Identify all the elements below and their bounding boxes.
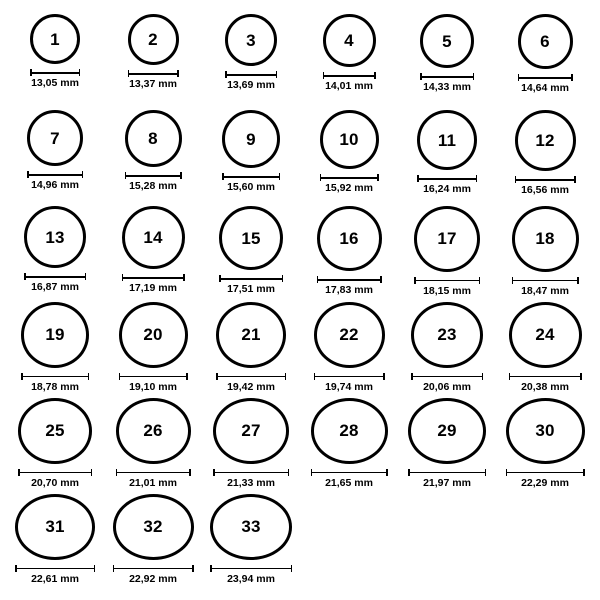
ring-diameter-label: 13,05 mm [31,77,79,89]
ring-diameter-label: 19,42 mm [227,380,275,393]
ring-diameter-label: 14,64 mm [521,82,569,94]
ring-size-cell[interactable] [300,296,398,392]
ring-size-cell[interactable] [202,104,300,200]
caliper-icon [18,469,92,476]
ring-size-label: 7 [50,128,60,148]
ring-circle [408,398,486,464]
ring-size-cell[interactable] [104,8,202,104]
ring-size-label: 4 [344,31,354,50]
caliper-icon [414,277,480,284]
ring-diameter-label: 22,92 mm [129,572,177,585]
ring-circle [210,494,292,560]
ring-circle [15,494,95,560]
ring-size-label: 26 [143,421,163,441]
caliper-icon [515,176,576,183]
ring-size-cell[interactable] [300,200,398,296]
caliper-icon [210,565,292,572]
ring-size-cell[interactable] [496,392,594,488]
ring-circle [122,206,185,269]
ring-size-cell[interactable] [202,392,300,488]
ring-size-cell[interactable] [104,296,202,392]
ring-size-cell[interactable] [104,392,202,488]
ring-circle [119,302,188,368]
ring-circle [317,206,382,271]
ring-circle [125,110,182,167]
ring-measure [515,176,576,196]
caliper-icon [408,469,486,476]
ring-circle [515,110,576,171]
ring-diameter-label: 21,01 mm [129,476,177,489]
ring-size-label: 29 [437,421,457,441]
ring-measure [116,469,191,489]
ring-measure [128,70,179,90]
ring-circle [116,398,191,464]
ring-diameter-label: 16,87 mm [31,281,79,293]
ring-size-label: 32 [143,517,163,537]
ring-diameter-label: 19,10 mm [129,380,177,393]
ring-circle [314,302,385,368]
ring-measure [219,275,283,295]
ring-diameter-label: 20,06 mm [423,380,471,393]
ring-measure [18,469,92,489]
caliper-icon [122,274,185,281]
ring-size-cell[interactable] [398,392,496,488]
ring-size-label: 3 [246,30,256,50]
ring-circle [518,14,573,69]
ring-diameter-label: 17,83 mm [325,284,373,296]
ring-diameter-label: 18,78 mm [31,380,79,393]
ring-diameter-label: 14,01 mm [325,80,373,92]
ring-size-label: 11 [437,130,457,150]
ring-measure [411,373,483,393]
ring-circle [222,110,280,168]
ring-diameter-label: 18,15 mm [423,284,471,297]
ring-measure [216,373,286,393]
caliper-icon [222,173,280,180]
ring-size-label: 18 [535,229,555,249]
ring-size-label: 24 [535,325,555,345]
caliper-icon [512,277,579,284]
ring-size-label: 12 [535,131,555,150]
ring-size-label: 10 [339,130,359,149]
ring-circle [225,14,277,66]
ring-circle [506,398,585,464]
ring-diameter-label: 17,51 mm [227,283,275,295]
ring-size-label: 6 [540,32,550,51]
caliper-icon [311,469,388,476]
ring-circle [18,398,92,464]
ring-size-cell[interactable] [6,488,104,584]
ring-size-label: 2 [148,30,158,49]
ring-diameter-label: 20,70 mm [31,476,79,489]
ring-diameter-label: 21,97 mm [423,476,471,489]
ring-size-label: 19 [45,325,65,345]
caliper-icon [116,469,191,476]
ring-measure [414,277,480,297]
ring-circle [323,14,376,67]
caliper-icon [125,172,182,179]
caliper-icon [15,565,95,572]
ring-size-label: 16 [339,229,359,248]
ring-size-cell[interactable] [6,200,104,296]
ring-measure [15,565,95,585]
ring-size-label: 1 [50,29,60,49]
ring-size-cell[interactable] [202,296,300,392]
caliper-icon [323,72,376,79]
ring-measure [225,71,277,91]
caliper-icon [225,71,277,78]
ring-size-label: 5 [442,31,452,51]
ring-size-label: 14 [143,228,163,247]
ring-measure [119,373,188,393]
caliper-icon [420,73,474,80]
ring-measure [222,173,280,193]
ring-measure [311,469,388,489]
caliper-icon [119,373,188,380]
caliper-icon [314,373,385,380]
ring-diameter-label: 17,19 mm [129,282,177,294]
ring-size-label: 13 [45,227,65,247]
ring-diameter-label: 14,96 mm [31,179,79,191]
ring-measure [27,171,83,191]
ring-measure [24,273,86,293]
ring-circle [512,206,579,272]
ring-size-cell[interactable] [6,8,104,104]
ring-circle [420,14,474,68]
ring-diameter-label: 15,92 mm [325,182,373,194]
ring-size-label: 25 [45,421,65,441]
ring-measure [213,469,289,489]
ring-diameter-label: 16,24 mm [423,183,471,195]
ring-size-cell[interactable] [398,8,496,104]
ring-measure [210,565,292,585]
ring-size-label: 9 [246,129,256,149]
ring-size-label: 21 [241,325,261,345]
caliper-icon [24,273,86,280]
ring-diameter-label: 14,33 mm [423,81,471,93]
ring-size-cell[interactable] [300,392,398,488]
caliper-icon [213,469,289,476]
ring-size-cell[interactable] [202,8,300,104]
ring-size-label: 23 [437,325,457,345]
ring-size-cell[interactable] [6,392,104,488]
ring-size-cell[interactable] [202,200,300,296]
ring-diameter-label: 13,37 mm [129,78,177,90]
ring-measure [518,74,573,94]
ring-size-label: 28 [339,421,359,441]
ring-circle [113,494,194,560]
ring-diameter-label: 22,29 mm [521,476,569,489]
ring-size-cell[interactable] [398,296,496,392]
ring-diameter-label: 21,65 mm [325,476,373,489]
ring-size-cell[interactable] [496,8,594,104]
ring-measure [408,469,486,489]
ring-circle [219,206,283,270]
ring-circle [509,302,582,368]
ring-measure [420,73,474,93]
caliper-icon [509,373,582,380]
ring-measure [125,172,182,192]
ring-size-cell[interactable] [496,296,594,392]
ring-diameter-label: 16,56 mm [521,184,569,196]
ring-circle [417,110,477,170]
ring-diameter-label: 15,28 mm [129,180,177,192]
ring-circle [311,398,388,464]
caliper-icon [417,175,477,182]
ring-measure [113,565,194,585]
ring-measure [314,373,385,393]
ring-size-cell[interactable] [300,8,398,104]
ring-size-label: 30 [535,421,555,441]
ring-size-cell[interactable] [104,104,202,200]
ring-diameter-label: 23,94 mm [227,572,275,585]
ring-size-label: 33 [241,517,261,537]
ring-circle [320,110,379,169]
ring-diameter-label: 13,69 mm [227,79,275,91]
caliper-icon [506,469,585,476]
ring-size-cell[interactable] [398,104,496,200]
ring-size-cell[interactable] [6,104,104,200]
ring-measure [509,373,582,393]
ring-circle [27,110,83,166]
ring-size-cell[interactable] [104,488,202,584]
ring-circle [21,302,89,368]
ring-measure [317,276,382,296]
ring-size-label: 8 [148,129,158,148]
ring-circle [411,302,483,368]
caliper-icon [27,171,83,178]
ring-circle [213,398,289,464]
ring-size-label: 31 [45,517,65,537]
caliper-icon [320,174,379,181]
ring-size-cell[interactable] [104,200,202,296]
ring-size-cell[interactable] [496,200,594,296]
ring-size-cell[interactable] [398,200,496,296]
ring-size-label: 17 [437,229,457,249]
ring-diameter-label: 22,61 mm [31,572,79,585]
ring-circle [216,302,286,368]
ring-diameter-label: 19,74 mm [325,380,373,393]
caliper-icon [113,565,194,572]
ring-measure [417,175,477,195]
ring-diameter-label: 21,33 mm [227,476,275,489]
ring-size-label: 27 [241,421,261,441]
ring-size-cell[interactable] [300,104,398,200]
caliper-icon [216,373,286,380]
ring-size-grid [6,8,594,584]
ring-measure [21,373,89,393]
caliper-icon [128,70,179,77]
ring-measure [506,469,585,489]
ring-diameter-label: 15,60 mm [227,181,275,193]
ring-circle [30,14,80,64]
ring-measure [323,72,376,92]
ring-size-label: 15 [241,228,261,248]
ring-size-label: 22 [339,325,359,345]
ring-size-label: 20 [143,325,163,345]
ring-circle [414,206,480,272]
ring-size-cell[interactable] [202,488,300,584]
ring-diameter-label: 18,47 mm [521,284,569,297]
ring-circle [128,14,179,65]
ring-size-cell[interactable] [496,104,594,200]
ring-measure [320,174,379,194]
ring-measure [122,274,185,294]
caliper-icon [411,373,483,380]
caliper-icon [219,275,283,282]
caliper-icon [518,74,573,81]
ring-size-cell[interactable] [6,296,104,392]
caliper-icon [21,373,89,380]
caliper-icon [30,69,80,76]
ring-measure [30,69,80,89]
ring-circle [24,206,86,268]
ring-diameter-label: 20,38 mm [521,380,569,393]
caliper-icon [317,276,382,283]
ring-measure [512,277,579,297]
